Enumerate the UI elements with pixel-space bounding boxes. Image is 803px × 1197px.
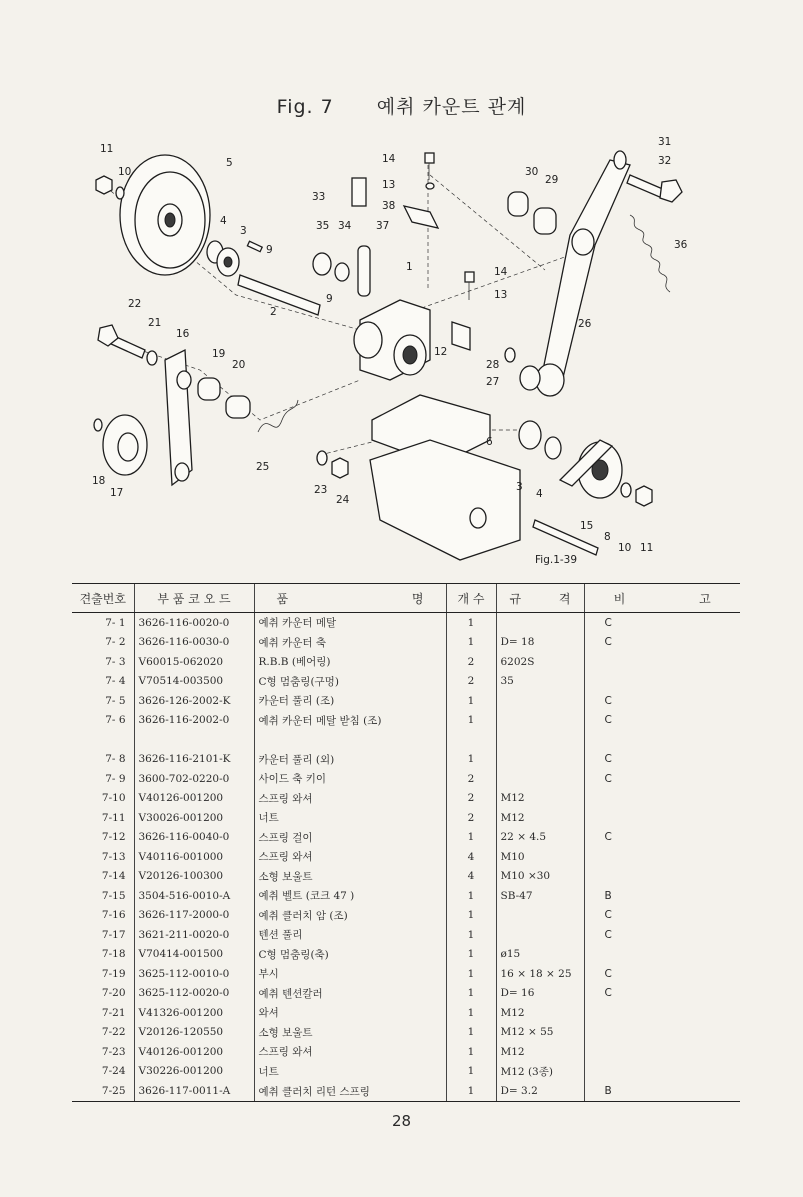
return-spring-part bbox=[630, 215, 670, 292]
nut-part bbox=[96, 176, 112, 194]
cell-code: 3626-117-2000-0 bbox=[134, 906, 254, 926]
cell-code: V30026-001200 bbox=[134, 808, 254, 828]
cell-note: C bbox=[584, 925, 740, 945]
cell-code: 3626-116-2002-0 bbox=[134, 711, 254, 731]
callout-label: 36 bbox=[674, 239, 688, 251]
cell-code: V60015-062020 bbox=[134, 652, 254, 672]
cell-code: 3621-211-0020-0 bbox=[134, 925, 254, 945]
cell-code: 3626-116-0040-0 bbox=[134, 828, 254, 848]
cell-spec: M10 bbox=[496, 847, 584, 867]
cell-spec: M12 bbox=[496, 1042, 584, 1062]
table-row bbox=[72, 769, 740, 789]
cell-name: 너트 bbox=[254, 1062, 446, 1082]
table-row bbox=[72, 1062, 740, 1082]
cell-no: 7- 4 bbox=[105, 675, 126, 688]
cell-note bbox=[584, 1042, 740, 1062]
cell-qty: 1 bbox=[446, 711, 496, 731]
cell-qty: 1 bbox=[446, 1081, 496, 1102]
bush-part bbox=[534, 208, 556, 234]
cell-note bbox=[584, 730, 740, 750]
callout-label: 4 bbox=[536, 488, 543, 500]
cell-qty: 1 bbox=[446, 1023, 496, 1043]
cell-code: V40126-001200 bbox=[134, 1042, 254, 1062]
callout-label: 21 bbox=[148, 317, 162, 329]
table-row bbox=[72, 1081, 740, 1102]
cell-no: 7-11 bbox=[101, 811, 126, 824]
cell-note bbox=[584, 867, 740, 887]
cell-no: 7-12 bbox=[101, 831, 126, 844]
table-row bbox=[72, 925, 740, 945]
cell-name: 예취 클러치 암 (조) bbox=[254, 906, 446, 926]
cell-note bbox=[584, 1062, 740, 1082]
cell-spec: 6202S bbox=[496, 652, 584, 672]
exploded-parts-diagram bbox=[70, 135, 710, 575]
cell-name: 예취 카운터 메탈 bbox=[254, 613, 446, 633]
header-part-code: 부 품 코 오 드 bbox=[134, 584, 254, 613]
cell-note: B bbox=[584, 886, 740, 906]
callout-label: 38 bbox=[382, 200, 396, 212]
cell-qty: 1 bbox=[446, 984, 496, 1004]
cell-qty: 1 bbox=[446, 964, 496, 984]
callout-label: 32 bbox=[658, 155, 672, 167]
table-row bbox=[72, 633, 740, 653]
table-row bbox=[72, 691, 740, 711]
table-row bbox=[72, 847, 740, 867]
cell-spec bbox=[496, 730, 584, 750]
callout-label: 4 bbox=[220, 215, 227, 227]
assembly-line bbox=[430, 175, 545, 270]
cell-no: 7-14 bbox=[101, 870, 126, 883]
callout-label: 16 bbox=[176, 328, 190, 340]
callout-label: 13 bbox=[494, 289, 508, 301]
table-row bbox=[72, 964, 740, 984]
washer-part bbox=[426, 183, 434, 189]
cell-qty: 1 bbox=[446, 1003, 496, 1023]
cell-spec: M12 bbox=[496, 789, 584, 809]
cell-code: 3504-516-0010-A bbox=[134, 886, 254, 906]
callout-label: 30 bbox=[525, 166, 539, 178]
callout-label: 11 bbox=[100, 143, 114, 155]
cell-no: 7- 5 bbox=[105, 694, 126, 707]
cell-note: C bbox=[584, 828, 740, 848]
spring-hook-part bbox=[352, 178, 366, 206]
cell-spec: M12 bbox=[496, 1003, 584, 1023]
callout-label: 9 bbox=[266, 244, 273, 256]
callout-label: 26 bbox=[578, 318, 592, 330]
callout-label: 23 bbox=[314, 484, 328, 496]
cell-note bbox=[584, 1023, 740, 1043]
callout-label: 9 bbox=[326, 293, 333, 305]
counter-metal-housing-part bbox=[354, 300, 430, 380]
cell-no: 7- 2 bbox=[105, 636, 126, 649]
callout-label: 8 bbox=[604, 531, 611, 543]
callout-label: 22 bbox=[128, 298, 142, 310]
cell-name: 사이드 축 키이 bbox=[254, 769, 446, 789]
parts-list-table bbox=[72, 583, 740, 1102]
cell-note: C bbox=[584, 750, 740, 770]
cell-no: 7-18 bbox=[101, 948, 126, 961]
cell-qty bbox=[446, 730, 496, 750]
clutch-arm-part bbox=[540, 160, 630, 390]
cell-qty: 1 bbox=[446, 828, 496, 848]
callout-label: 14 bbox=[494, 266, 508, 278]
callout-label: 29 bbox=[545, 174, 559, 186]
cell-qty: 2 bbox=[446, 672, 496, 692]
callout-label: 17 bbox=[110, 487, 124, 499]
cell-note: B bbox=[584, 1081, 740, 1102]
cell-spec: M12 × 55 bbox=[496, 1023, 584, 1043]
cell-no: 7- 9 bbox=[105, 772, 126, 785]
counter-pulley-part bbox=[120, 155, 210, 275]
cell-name: 예취 카운터 메탈 받침 (조) bbox=[254, 711, 446, 731]
snap-ring-part bbox=[545, 437, 561, 459]
cell-note: C bbox=[584, 711, 740, 731]
cell-code: V20126-100300 bbox=[134, 867, 254, 887]
table-row bbox=[72, 867, 740, 887]
cell-no: 7-22 bbox=[101, 1026, 126, 1039]
cell-code: V40126-001200 bbox=[134, 789, 254, 809]
cell-name: 부시 bbox=[254, 964, 446, 984]
cell-note: C bbox=[584, 984, 740, 1004]
bolt-part bbox=[425, 153, 434, 163]
callout-label: 10 bbox=[118, 166, 132, 178]
cell-spec: 16 × 18 × 25 bbox=[496, 964, 584, 984]
cell-note: C bbox=[584, 769, 740, 789]
cell-qty: 2 bbox=[446, 808, 496, 828]
table-row bbox=[72, 1042, 740, 1062]
figure-caption: 예취 카운트 관계 bbox=[376, 96, 527, 118]
header-remarks-right: 고 bbox=[699, 591, 711, 606]
cell-note bbox=[584, 672, 740, 692]
cell-name: 스프링 와셔 bbox=[254, 1042, 446, 1062]
cell-code: V30226-001200 bbox=[134, 1062, 254, 1082]
callout-label: 33 bbox=[312, 191, 326, 203]
cell-no: 7- 1 bbox=[105, 616, 126, 629]
bush-part bbox=[508, 192, 528, 216]
callout-label: 31 bbox=[658, 136, 672, 148]
callout-label: 6 bbox=[486, 436, 493, 448]
header-part-name bbox=[254, 584, 446, 613]
callout-label: 19 bbox=[212, 348, 226, 360]
header-part-name-left: 품 bbox=[276, 591, 289, 606]
cell-name: 너트 bbox=[254, 808, 446, 828]
cell-spec bbox=[496, 613, 584, 633]
header-remarks bbox=[584, 584, 740, 613]
nut-part bbox=[313, 253, 331, 275]
cell-no: 7-25 bbox=[72, 1081, 134, 1102]
table-row bbox=[72, 613, 740, 633]
metal-base-plate-part bbox=[370, 395, 520, 560]
cell-name: 예취 클러치 리턴 스프링 bbox=[254, 1081, 446, 1102]
table-row bbox=[72, 652, 740, 672]
figure-title bbox=[0, 92, 803, 119]
washer-part bbox=[317, 451, 327, 465]
header-spec-right: 격 bbox=[558, 591, 571, 606]
table-row bbox=[72, 750, 740, 770]
cell-note bbox=[584, 789, 740, 809]
nut-part bbox=[636, 486, 652, 506]
cell-note: C bbox=[584, 691, 740, 711]
callout-label: 13 bbox=[382, 179, 396, 191]
table-row bbox=[72, 1003, 740, 1023]
cell-no: 7-20 bbox=[101, 987, 126, 1000]
cell-note bbox=[584, 945, 740, 965]
callout-label: 5 bbox=[226, 157, 233, 169]
cell-code: V20126-120550 bbox=[134, 1023, 254, 1043]
callout-label: 18 bbox=[92, 475, 106, 487]
cell-name: 예취 카운터 축 bbox=[254, 633, 446, 653]
cell-spec: ø15 bbox=[496, 945, 584, 965]
table-row bbox=[72, 984, 740, 1004]
cell-name: 텐션 풀리 bbox=[254, 925, 446, 945]
bearing-part bbox=[519, 421, 541, 449]
callout-label: 2 bbox=[270, 306, 277, 318]
cell-qty: 2 bbox=[446, 769, 496, 789]
cell-no: 7- 6 bbox=[105, 714, 126, 727]
table-row bbox=[72, 1023, 740, 1043]
spring-hanger-part bbox=[452, 322, 470, 350]
cell-spec: M12 bbox=[496, 808, 584, 828]
cell-no: 7-10 bbox=[101, 792, 126, 805]
plate-part bbox=[358, 246, 370, 296]
cell-qty: 1 bbox=[446, 633, 496, 653]
cell-code: 3626-117-0011-A bbox=[134, 1081, 254, 1102]
counter-shaft-part bbox=[238, 275, 320, 315]
callout-label: 14 bbox=[382, 153, 396, 165]
side-key-part bbox=[247, 241, 262, 251]
table-header-row bbox=[72, 584, 740, 613]
cell-spec bbox=[496, 711, 584, 731]
callout-label: 34 bbox=[338, 220, 352, 232]
washer-part bbox=[614, 151, 626, 169]
cell-qty: 1 bbox=[446, 906, 496, 926]
cell-name: R.B.B (베어링) bbox=[254, 652, 446, 672]
callout-label: 37 bbox=[376, 220, 390, 232]
cell-qty: 2 bbox=[446, 789, 496, 809]
callout-label: 3 bbox=[516, 481, 523, 493]
table-row bbox=[72, 711, 740, 731]
callout-label: 28 bbox=[486, 359, 500, 371]
callout-label: 1 bbox=[406, 261, 413, 273]
cell-qty: 1 bbox=[446, 886, 496, 906]
table-row bbox=[72, 672, 740, 692]
washer-part bbox=[116, 187, 124, 199]
cell-qty: 4 bbox=[446, 847, 496, 867]
callout-label: 27 bbox=[486, 376, 500, 388]
cell-code: 3626-116-0020-0 bbox=[134, 613, 254, 633]
collar-part bbox=[520, 366, 540, 390]
bolt-part bbox=[627, 175, 665, 198]
cell-no: 7-13 bbox=[101, 850, 126, 863]
table-row bbox=[72, 808, 740, 828]
page-number: 28 bbox=[391, 1112, 412, 1130]
cell-no bbox=[72, 730, 134, 750]
cell-name: 예취 텐션칼러 bbox=[254, 984, 446, 1004]
table-row bbox=[72, 886, 740, 906]
table-row bbox=[72, 945, 740, 965]
cell-name bbox=[254, 730, 446, 750]
header-ref-no: 견출번호 bbox=[72, 584, 134, 613]
cell-spec: M12 (3종) bbox=[496, 1062, 584, 1082]
cell-no: 7-15 bbox=[101, 889, 126, 902]
cell-spec: SB-47 bbox=[496, 886, 584, 906]
cell-no: 7-17 bbox=[101, 928, 126, 941]
cell-qty: 1 bbox=[446, 613, 496, 633]
cell-qty: 1 bbox=[446, 925, 496, 945]
cell-code: 3626-116-2101-K bbox=[134, 750, 254, 770]
table-row bbox=[72, 789, 740, 809]
cell-name: C형 멈춤링(구멍) bbox=[254, 672, 446, 692]
cell-code: 3625-112-0020-0 bbox=[134, 984, 254, 1004]
cell-code: V70414-001500 bbox=[134, 945, 254, 965]
cell-code: 3625-112-0010-0 bbox=[134, 964, 254, 984]
cell-spec: D= 16 bbox=[496, 984, 584, 1004]
cell-name: 소형 보울트 bbox=[254, 1023, 446, 1043]
cell-name: C형 멈춤링(축) bbox=[254, 945, 446, 965]
cell-spec: 22 × 4.5 bbox=[496, 828, 584, 848]
cell-qty: 1 bbox=[446, 1062, 496, 1082]
washer-part bbox=[621, 483, 631, 497]
cell-spec bbox=[496, 691, 584, 711]
cell-name: 스프링 와셔 bbox=[254, 847, 446, 867]
cell-name: 스프링 와셔 bbox=[254, 789, 446, 809]
cell-qty: 1 bbox=[446, 750, 496, 770]
washer-part bbox=[147, 351, 157, 365]
cell-spec bbox=[496, 906, 584, 926]
cell-spec bbox=[496, 750, 584, 770]
cell-spec: D= 3.2 bbox=[496, 1081, 584, 1102]
header-remarks-left: 비 bbox=[613, 591, 626, 606]
header-part-name-right: 명 bbox=[411, 591, 424, 606]
cell-code: V70514-003500 bbox=[134, 672, 254, 692]
callout-label: 25 bbox=[256, 461, 270, 473]
cell-qty: 1 bbox=[446, 691, 496, 711]
cell-name: 소형 보울트 bbox=[254, 867, 446, 887]
header-spec-left: 규 bbox=[509, 591, 522, 606]
callout-label: 3 bbox=[240, 225, 247, 237]
cell-name: 예취 벨트 (코크 47 ) bbox=[254, 886, 446, 906]
table-row bbox=[72, 906, 740, 926]
bracket-part bbox=[404, 206, 438, 228]
cell-spec: D= 18 bbox=[496, 633, 584, 653]
clutch-return-spring-part bbox=[258, 400, 298, 432]
callout-label: 12 bbox=[434, 346, 448, 358]
snap-ring-part bbox=[94, 419, 102, 431]
cell-note: C bbox=[584, 613, 740, 633]
cell-spec: 35 bbox=[496, 672, 584, 692]
cell-code bbox=[134, 730, 254, 750]
cell-spec bbox=[496, 925, 584, 945]
nut-part bbox=[332, 458, 348, 478]
cell-note bbox=[584, 847, 740, 867]
cell-spec: M10 ×30 bbox=[496, 867, 584, 887]
callout-label: 24 bbox=[336, 494, 350, 506]
cell-no: 7-23 bbox=[101, 1045, 126, 1058]
cell-code: V40116-001000 bbox=[134, 847, 254, 867]
cell-no: 7-19 bbox=[101, 967, 126, 980]
cell-note: C bbox=[584, 906, 740, 926]
cell-no: 7- 8 bbox=[105, 753, 126, 766]
callout-label: 10 bbox=[618, 542, 632, 554]
callout-label: 15 bbox=[580, 520, 594, 532]
snap-ring-part bbox=[505, 348, 515, 362]
cell-name: 카운터 풀리 (조) bbox=[254, 691, 446, 711]
cell-name: 카운터 풀리 (외) bbox=[254, 750, 446, 770]
washer-part bbox=[335, 263, 349, 281]
cell-qty: 2 bbox=[446, 652, 496, 672]
cell-name: 와셔 bbox=[254, 1003, 446, 1023]
cell-no: 7- 3 bbox=[105, 655, 126, 668]
bush-part bbox=[198, 378, 220, 400]
table-row bbox=[72, 730, 740, 750]
cell-note bbox=[584, 652, 740, 672]
figure-reference: Fig.1-39 bbox=[535, 554, 578, 566]
cell-code: 3626-126-2002-K bbox=[134, 691, 254, 711]
cell-note: C bbox=[584, 964, 740, 984]
figure-number: Fig. 7 bbox=[276, 96, 334, 118]
cell-spec bbox=[496, 769, 584, 789]
header-spec bbox=[496, 584, 584, 613]
callout-label: 20 bbox=[232, 359, 246, 371]
cell-qty: 1 bbox=[446, 945, 496, 965]
cell-no: 7-21 bbox=[101, 1006, 126, 1019]
cell-name: 스프링 걸이 bbox=[254, 828, 446, 848]
callout-label: 35 bbox=[316, 220, 330, 232]
bolt-part bbox=[465, 272, 474, 282]
table-row bbox=[72, 828, 740, 848]
callout-label: 11 bbox=[640, 542, 654, 554]
cell-qty: 1 bbox=[446, 1042, 496, 1062]
cell-code: 3600-702-0220-0 bbox=[134, 769, 254, 789]
cell-note bbox=[584, 808, 740, 828]
cell-note bbox=[584, 1003, 740, 1023]
header-quantity: 개 수 bbox=[446, 584, 496, 613]
cell-note: C bbox=[584, 633, 740, 653]
cell-no: 7-24 bbox=[101, 1065, 126, 1078]
cell-qty: 4 bbox=[446, 867, 496, 887]
cell-no: 7-16 bbox=[101, 909, 126, 922]
tension-collar-part bbox=[226, 396, 250, 418]
cell-code: 3626-116-0030-0 bbox=[134, 633, 254, 653]
cell-code: V41326-001200 bbox=[134, 1003, 254, 1023]
